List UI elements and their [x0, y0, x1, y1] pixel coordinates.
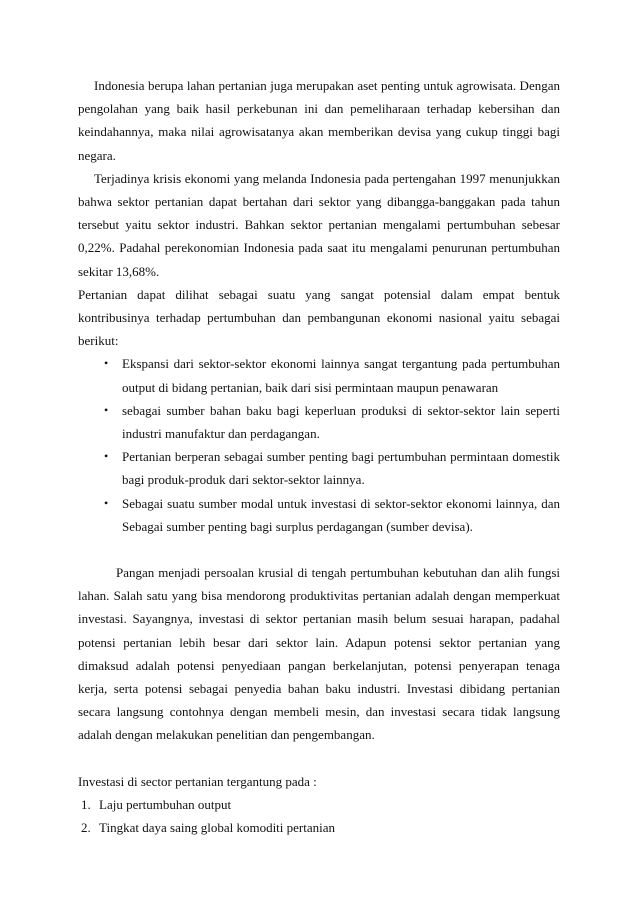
bullet-item-1: • Ekspansi dari sektor-sektor ekonomi lainnya sangat tergantung pada pertumbuhan output di bidang pertanian, baik dari sisi permintaan maupun penawaran: [100, 352, 560, 398]
numbered-item-1: 1. Laju pertumbuhan output: [81, 796, 232, 812]
bullet-icon: •: [104, 449, 109, 464]
bullet-item-3: • Pertanian berperan sebagai sumber penting bagi pertumbuhan permintaan domestik bagi produk-produk dari sektor-sektor lainnya.: [100, 445, 560, 491]
bullet-item-2: • sebagai sumber bahan baku bagi keperluan produksi di sektor-sektor lain seperti industri manufaktur dan perdagangan.: [100, 399, 560, 445]
spacer: [78, 747, 560, 770]
bullet-icon: •: [104, 356, 109, 371]
investasi-numbered-list: [78, 793, 560, 839]
paragraph-kontribusi-intro: Pertanian dapat dilihat sebagai suatu yang sangat potensial dalam empat bentuk kontribusinya terhadap pertumbuhan dan pembangunan ekonomi nasional yaitu sebagai berikut:: [78, 286, 560, 349]
spacer: [78, 538, 560, 561]
bullet-icon: •: [104, 402, 109, 417]
paragraph-krisis-ekonomi: Terjadinya krisis ekonomi yang melanda Indonesia pada pertengahan 1997 menunjukkan bahwa sektor pertanian dapat bertahan dari sektor yang dibangga-banggakan pada tahun tersebut yaitu sektor industri. Bahkan sektor pertanian mengalami pertumbuhan sebesar 0,22%. Padahal perekonomian Indonesia pada saat itu mengalami penurunan pertumbuhan sekitar 13,68%.: [78, 170, 560, 279]
bullet-item-4: • Sebagai suatu sumber modal untuk investasi di sektor-sektor ekonomi lainnya, dan Sebagai sumber penting bagi surplus perdagangan (sumber devisa).: [100, 492, 560, 538]
bullet-icon: •: [104, 495, 109, 510]
numbered-item-2: 2. Tingkat daya saing global komoditi pertanian: [81, 820, 336, 836]
paragraph-agrowisata: Indonesia berupa lahan pertanian juga merupakan aset penting untuk agrowisata. Dengan pengolahan yang baik hasil perkebunan ini dan pemeliharaan terhadap kebersihan dan keindahannya, maka nilai agrowisatanya akan memberikan devisa yang cukup tinggi bagi negara.: [78, 78, 560, 163]
paragraph-pangan-investasi: Pangan menjadi persoalan krusial di tengah pertumbuhan kebutuhan dan alih fungsi lahan. Salah satu yang bisa mendorong produktivitas pertanian adalah dengan memperkuat investasi. Sayangnya, investasi di sektor pertanian masih belum sesuai harapan, padahal potensi pertanian lebih besar dari sektor lain. Adapun potensi sektor pertanian yang dimaksud adalah potensi penyediaan pangan berkelanjutan, potensi penyerapan tenaga kerja, serta potensi sebagai penyedia bahan baku industri. Investasi dibidang pertanian secara langsung contohnya dengan membeli mesin, dan investasi secara tidak langsung adalah dengan melakukan penelitian dan pengembangan.: [78, 565, 560, 743]
kontribusi-bullet-list: [78, 352, 560, 538]
paragraph-investasi-intro: Investasi di sector pertanian tergantung pada :: [78, 773, 317, 789]
